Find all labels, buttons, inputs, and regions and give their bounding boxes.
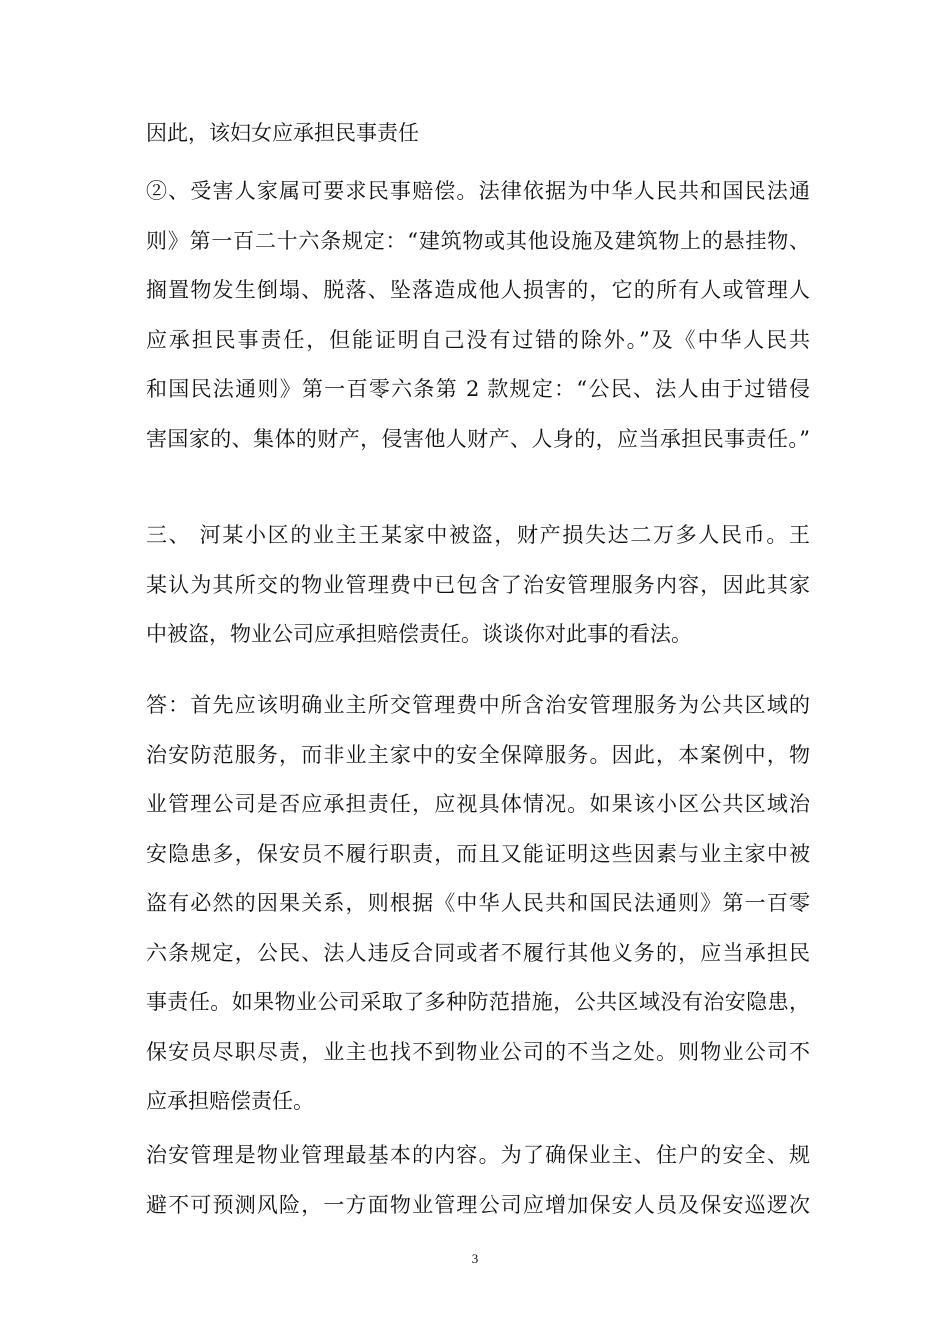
text-line: 搁置物发生倒塌、脱落、坠落造成他人损害的，它的所有人或管理人 xyxy=(146,278,810,302)
text-line: 治安管理是物业管理最基本的内容。为了确保业主、住户的安全、规 xyxy=(146,1143,810,1167)
text-line: 业管理公司是否应承担责任，应视具体情况。如果该小区公共区域治 xyxy=(146,792,810,816)
text-line: 中被盗，物业公司应承担赔偿责任。谈谈你对此事的看法。 xyxy=(146,622,692,646)
text-line: 盗有必然的因果关系，则根据《中华人民共和国民法通则》第一百零 xyxy=(146,891,810,915)
text-line: 应承担民事责任，但能证明自己没有过错的除外。”及《中华人民共 xyxy=(146,328,810,352)
text-line: 因此，该妇女应承担民事责任 xyxy=(146,121,419,145)
text-line: 避不可预测风险，一方面物业管理公司应增加保安人员及保安巡逻次 xyxy=(146,1193,810,1217)
text-line: 保安员尽职尽责，业主也找不到物业公司的不当之处。则物业公司不 xyxy=(146,1040,810,1064)
text-line: 六条规定，公民、法人违反合同或者不履行其他义务的，应当承担民 xyxy=(146,941,810,965)
page-number: 3 xyxy=(471,1251,479,1266)
text-line: 某认为其所交的物业管理费中已包含了治安管理服务内容，因此其家 xyxy=(146,573,810,597)
text-line: ②、受害人家属可要求民事赔偿。法律依据为中华人民共和国民法通 xyxy=(146,179,810,203)
text-line: 治安防范服务，而非业主家中的安全保障服务。因此，本案例中，物 xyxy=(146,743,810,767)
text-line: 和国民法通则》第一百零六条第 2 款规定：“公民、法人由于过错侵 xyxy=(146,377,810,401)
text-line: 安隐患多，保安员不履行职责，而且又能证明这些因素与业主家中被 xyxy=(146,842,810,866)
text-line: 事责任。如果物业公司采取了多种防范措施，公共区域没有治安隐患， xyxy=(146,990,810,1014)
text-line: 答：首先应该明确业主所交管理费中所含治安管理服务为公共区域的 xyxy=(146,693,810,717)
text-line: 三、 河某小区的业主王某家中被盗，财产损失达二万多人民币。王 xyxy=(146,523,810,547)
text-line: 则》第一百二十六条规定：“建筑物或其他设施及建筑物上的悬挂物、 xyxy=(146,229,810,253)
text-line: 害国家的、集体的财产，侵害他人财产、人身的，应当承担民事责任。” xyxy=(146,427,810,451)
text-line: 应承担赔偿责任。 xyxy=(146,1089,314,1113)
